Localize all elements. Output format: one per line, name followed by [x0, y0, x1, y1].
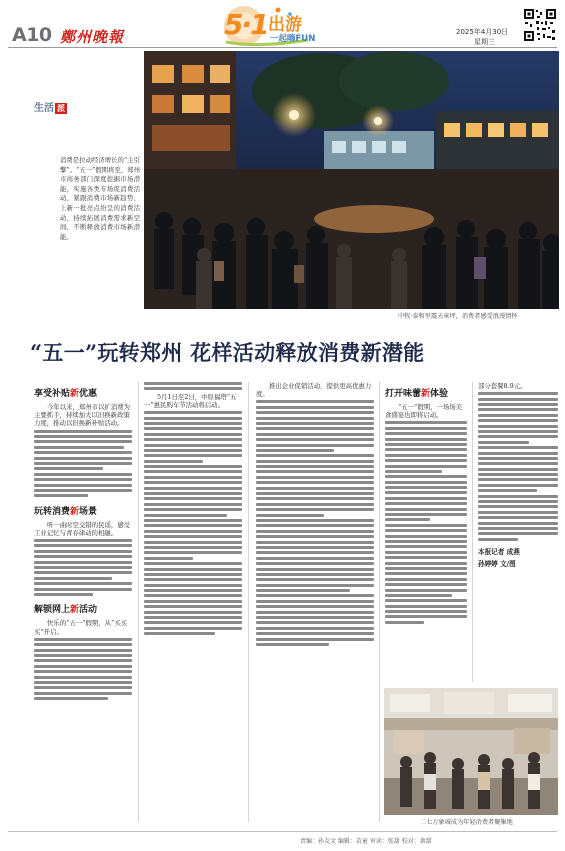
section-tag-badge: 派 — [57, 104, 65, 113]
paragraph-set-meal: 部分套餐8.9元。 — [478, 382, 527, 390]
main-photo — [144, 51, 559, 309]
intro-summary: 消费是拉动经济增长的“主引擎”。“五一”假期将至，郑州市商务部门深度挖掘市场潜能，实施各类专场促消费活动，紧跟消费市场新趋势，上新一批亮点纷呈的消费活动，持续拓展消费需求新空间，不断释放消费市场新潜能。 — [60, 157, 140, 241]
headline: “五一”玩转郑州 花样活动释放消费新潜能 — [30, 340, 425, 365]
article-column-3 — [256, 382, 374, 648]
column-divider — [248, 382, 249, 822]
paragraph-car-festival: 5月1日至2日，中原福塔“五一”惠民购车节活动将启动。 — [144, 392, 237, 409]
column-divider — [472, 382, 473, 682]
masthead — [0, 0, 565, 48]
text-block — [385, 421, 467, 626]
paragraph-food-lead: “五一”假期，一场场美食盛宴也即将启动。 — [385, 403, 463, 420]
paragraph-promotions: 推出企业促销活动，提供更高优惠力度。 — [256, 382, 372, 399]
logo-subtitle: 一起嗨FUN — [270, 34, 316, 44]
article-column-1 — [34, 382, 132, 702]
mall-photo-caption: 二七万象城成为年轻消费者聚集地 — [420, 819, 513, 826]
text-block — [144, 382, 242, 393]
article-column-5 — [478, 382, 558, 568]
qr-code-icon — [523, 8, 557, 42]
paragraph-subsidy-lead: 今年以来，郑州市以扩消费为主要抓手，持续加大以旧换新政策力度，推动以旧换新补贴活动。 — [34, 403, 131, 428]
issue-date: 2025年4月30日 — [456, 28, 509, 36]
subhead-subsidy: 享受补贴新优惠 — [34, 389, 98, 399]
subhead-food: 打开味蕾新体验 — [385, 389, 449, 399]
text-block — [478, 392, 558, 543]
page-number: A10 — [12, 24, 52, 46]
article-column-4 — [385, 382, 467, 626]
subhead-scene: 玩转消费新场景 — [34, 506, 98, 517]
paragraph-online-lead: 快乐的“五一”假期，从“买买买”开启。 — [34, 619, 128, 636]
text-block — [34, 638, 132, 703]
footer-rule — [8, 831, 557, 832]
main-photo-caption: 中牧·泰和里震天章坪，消费者感受浪漫情怀 — [398, 313, 518, 320]
text-block — [256, 400, 374, 648]
column-divider — [379, 382, 380, 822]
paper-name: 鄭州晚報 — [60, 28, 125, 46]
text-block — [34, 430, 132, 500]
subhead-online: 解锁网上新活动 — [34, 605, 98, 616]
column-divider — [138, 382, 139, 822]
text-block — [34, 539, 132, 598]
article-column-2 — [144, 382, 242, 638]
mayday-travel-logo — [218, 4, 338, 48]
byline-authors: 孙婷婷 文/图 — [478, 560, 516, 569]
mall-photo — [384, 688, 558, 815]
mall-crowd-photo — [384, 688, 558, 815]
logo-51: 5·1 — [224, 8, 268, 41]
footer-editors: 责编：孙友文 编辑：苗童 审读：张甜 校对：萧甜 — [300, 838, 432, 845]
text-block — [144, 411, 242, 637]
logo-chuyou: 出游 — [268, 15, 302, 35]
night-market-photo — [144, 51, 559, 309]
paragraph-scene-lead: 听一曲时空交错的民谣，感受工业记忆与青春律动的相融。 — [34, 520, 131, 537]
section-label: 生活 — [34, 103, 54, 114]
masthead-rule — [8, 47, 557, 48]
byline-source: 本报记者 成燕 — [478, 548, 520, 557]
section-tag — [34, 96, 67, 115]
issue-weekday: 星期三 — [474, 38, 495, 46]
